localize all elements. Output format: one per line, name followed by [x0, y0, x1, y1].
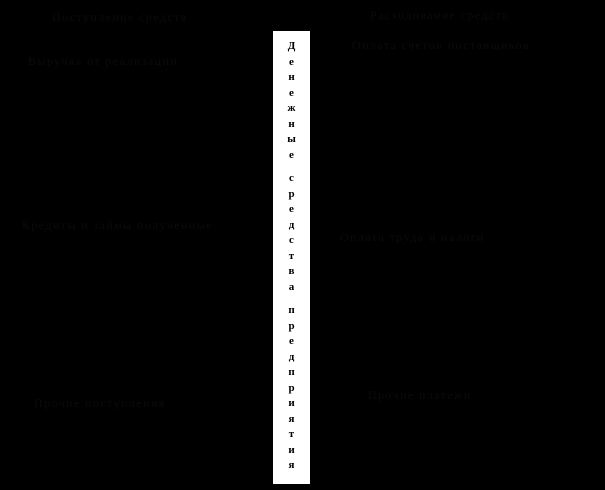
left-column-title: Поступление средств	[52, 10, 188, 24]
left-item-1: Выручка от реализации	[28, 54, 179, 68]
right-item-1: Оплата счетов поставщиков	[352, 38, 530, 52]
center-box	[272, 30, 311, 485]
center-box-label: Д е н е ж н ы е с р е д с т в а п р е д п р и я т и я	[287, 40, 296, 471]
right-column-title: Расходование средств	[370, 8, 510, 22]
left-item-2: Кредиты и займы полученные	[22, 218, 213, 232]
left-item-3: Прочие поступления	[34, 396, 166, 410]
right-item-3: Прочие платежи	[368, 388, 472, 402]
right-item-2: Оплата труда и налоги	[340, 230, 485, 244]
